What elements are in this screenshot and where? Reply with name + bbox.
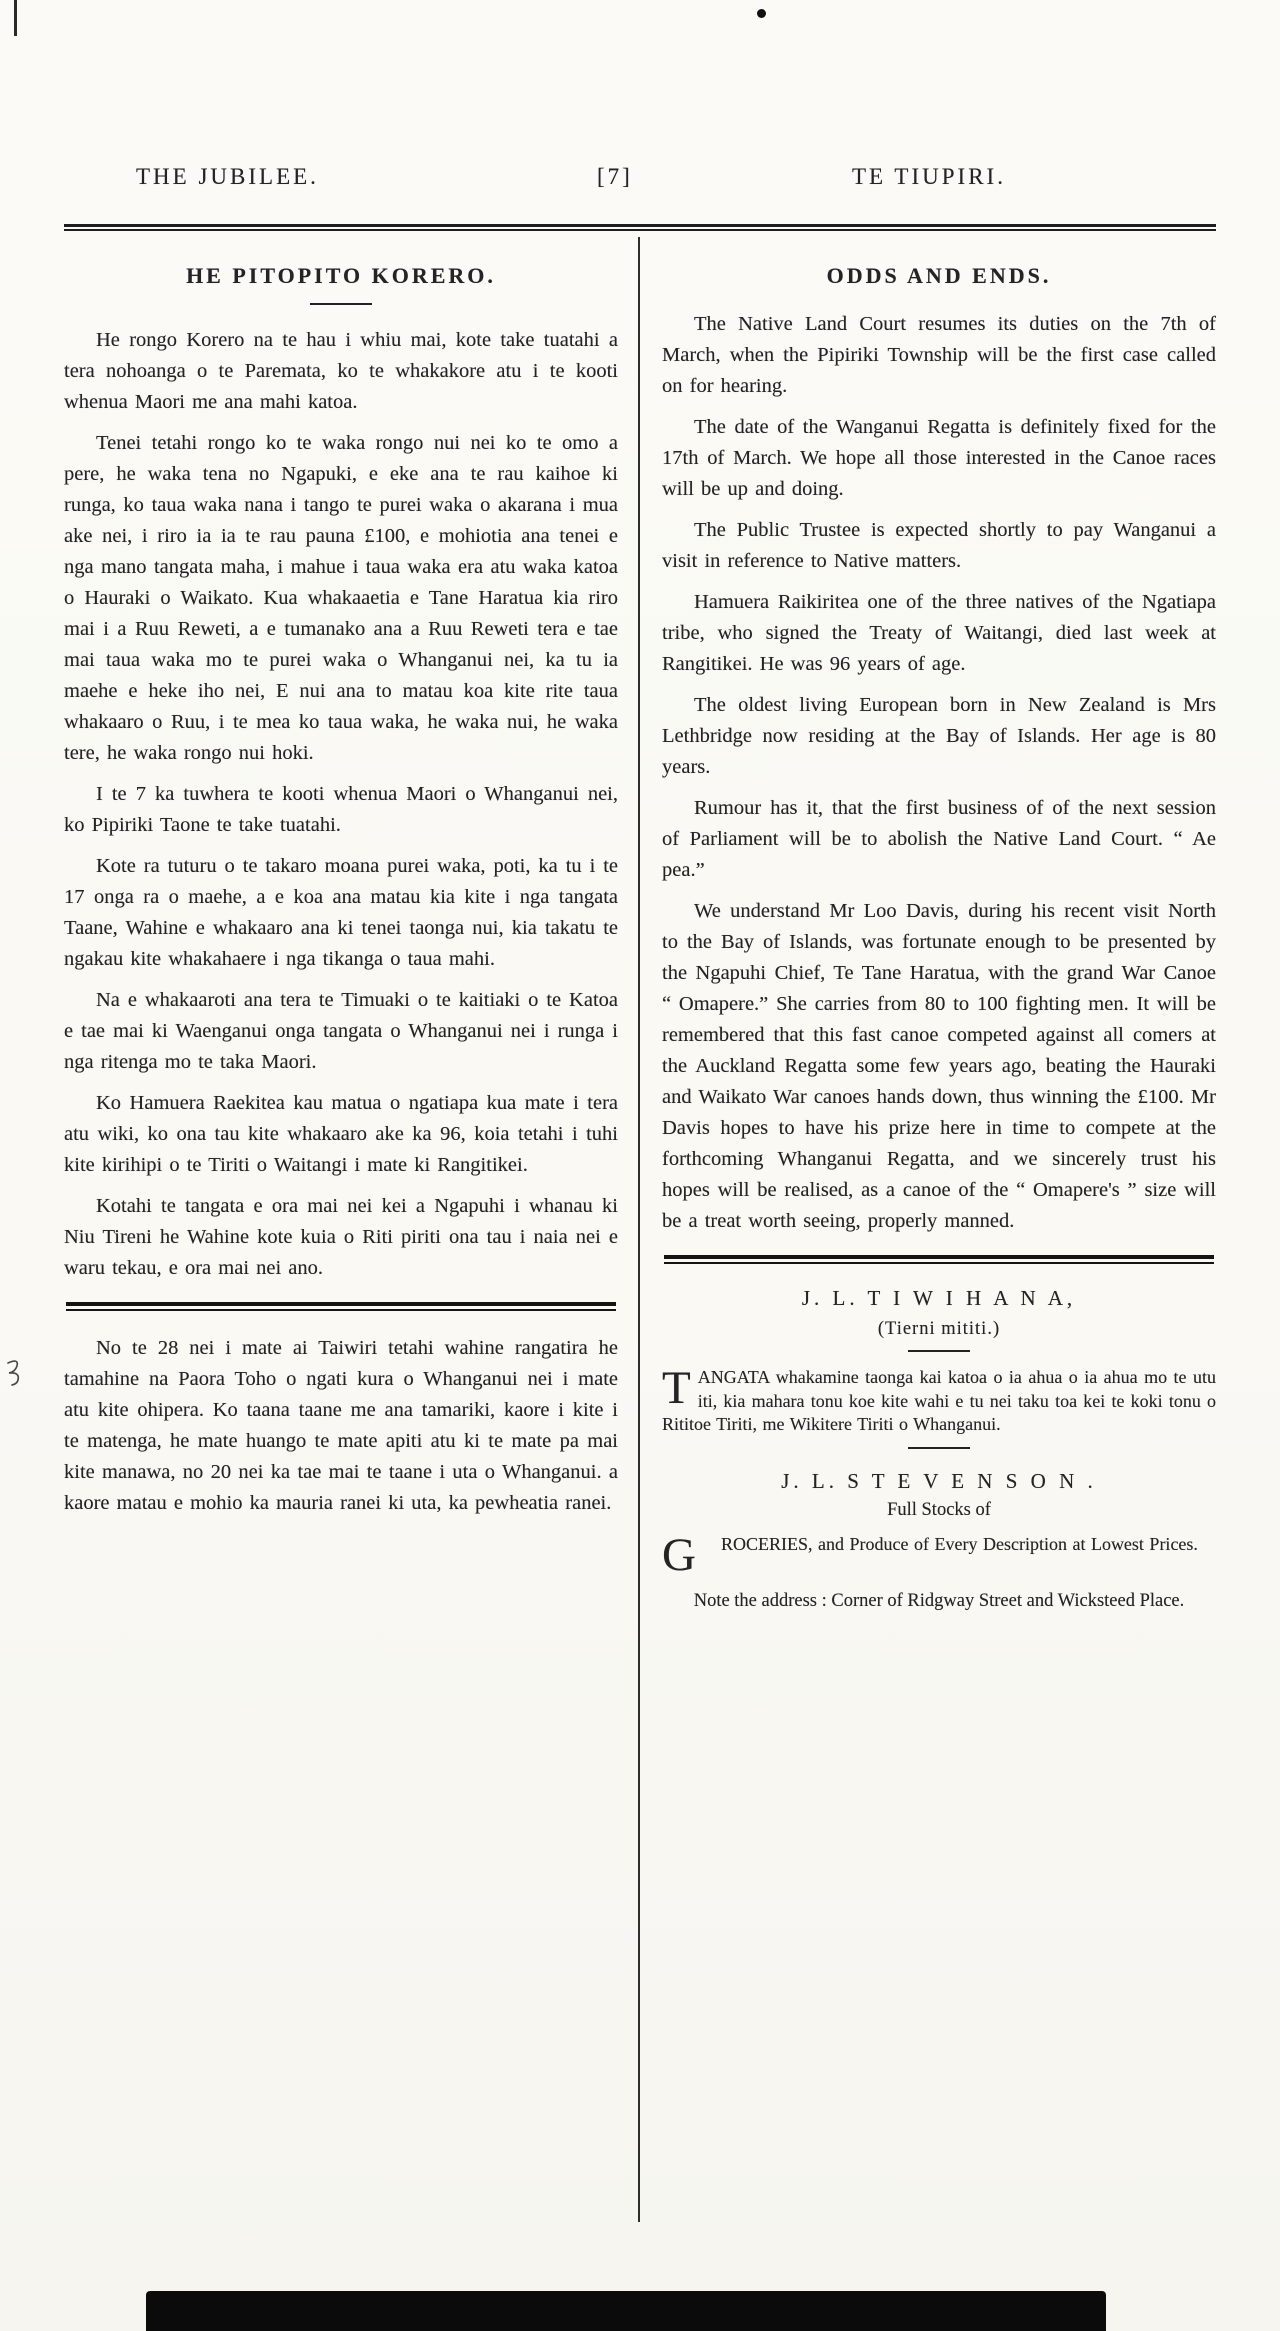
left-column [64,237,638,2222]
article-paragraph: I te 7 ka tuwhera te kooti whenua Maori o Whanganui nei, ko Pipiriki Taone te take tuatahi. [64,783,618,836]
ad-body-text: ANGATA whakamine taonga kai katoa o ia ahua o ia ahua mo te utu iti, kia mahara tonu koe kite wahi e tu nei taku toa kei te koki tonu o Rititoe Tiriti, me Wikitere Tiriti o Whanganui. [662,1367,1216,1434]
drop-cap: T [662,1362,691,1414]
article-paragraph: Rumour has it, that the first business of of the next session of Parliament will be to abolish the Native Land Court. “ Ae pea.” [662,797,1216,881]
ad-body-text: ROCERIES, and Produce of Every Description at Lowest Prices. [721,1533,1198,1554]
article-paragraph: Na e whakaaroti ana tera te Timuaki o te kaitiaki o te Katoa e tae mai ki Waenganui onga tangata o Whanganui nei i runga i nga ritenga mo te taka Maori. [64,989,618,1073]
ad-address-note: Note the address : Corner of Ridgway Street and Wicksteed Place. [693,1590,1185,1611]
page-header [0,164,1280,198]
article-paragraph: Tenei tetahi rongo ko te waka rongo nui nei ko te omo a pere, he waka tena no Ngapuki, e eke ana te rau kaihoe ki runga, ko taua waka nana i tango te purei waka o akarana i mua ake nei, i riro ia ia te rau pauna £100, e mohiotia ana tenei e nga mano tangata maha, i mahue i taua waka era atu waka katoa o Hauraki o Waikato. Kua whakaaetia e Tane Haratua kia riro mai i a Ruu Reweti, a e tumanako ana a Ruu Reweti tera e tae mai taua waka mo te purei waka o Whanganui nei, ka tu ia maehe e heke iho nei, E nui ana to matau koa kite rite taua whakaaro o Ruu, i te mea ko taua waka, he waka nui, he waka tere, he waka rongo nui hoki. [64,432,618,764]
article-paragraph: Kote ra tuturu o te takaro moana purei waka, poti, ka tu i te 17 onga ra o maehe, a e koa ana matau kia kite i nga tangata Taane, Wahine e whakaaro ana ki tenei taonga nui, kia takatu te ngakau kite whakahaere i nga tikanga o taua mahi. [64,855,618,970]
ad-rule [908,1350,970,1352]
right-column [640,237,1216,2222]
ink-dot [757,9,766,18]
masthead-rule [64,224,1216,231]
advertisement-tiwihana [662,1286,1216,1437]
section-divider [66,1302,616,1311]
paper-title-english: THE JUBILEE. [136,164,319,189]
columns-container [64,237,1216,2222]
heading-rule [310,303,372,305]
ads-separator-rule [908,1447,970,1449]
advertisement-stevenson [662,1469,1216,1614]
left-column-heading: HE PITOPITO KORERO. [186,263,496,288]
article-paragraph: The Public Trustee is expected shortly to pay Wanganui a visit in reference to Native matters. [662,519,1216,572]
page-number: [7] [597,164,633,189]
ad-body [662,1362,1216,1437]
article-paragraph: Kotahi te tangata e ora mai nei kei a Ngapuhi i whanau ki Niu Tireni he Wahine kote kuia o Riti piriti ona tau i naia nei e waru tekau, e ora mai nei ano. [64,1195,618,1279]
article-paragraph: The oldest living European born in New Zealand is Mrs Lethbridge now residing at the Bay of Islands. Her age is 80 years. [662,694,1216,778]
scan-edge-tick [14,0,17,36]
paper-title-maori: TE TIUPIRI. [852,164,1006,189]
ad-body [662,1528,1216,1581]
article-paragraph: No te 28 nei i mate ai Taiwiri tetahi wahine rangatira he tamahine na Paora Toho o ngati kura o Whanganui nei i mate atu kite ohipera. Ko taana taane me ana tamariki, kaore i kite i te matenga, he mate huango te mate apiti atu ki te mate pa mai kite manawa, no 20 nei ka tae mai te taane i uta o Whanganui. a kaore matau e mohio ka mauria ranei ki uta, ka pewheatia ranei. [64,1337,618,1514]
right-column-heading: ODDS AND ENDS. [826,263,1052,288]
article-paragraph: Hamuera Raikiritea one of the three natives of the Ngatiapa tribe, who signed the Treaty of Waitangi, died last week at Rangitikei. He was 96 years of age. [662,591,1216,675]
pen-squiggle-icon [4,1358,24,1388]
handwritten-margin-mark [4,1358,24,1393]
ad-subtitle: (Tierni mititi.) [877,1319,1001,1339]
article-paragraph: He rongo Korero na te hau i whiu mai, kote take tuatahi a tera nohoanga o te Paremata, ko te whakakore atu i te kooti whenua Maori me ana mahi katoa. [64,329,618,413]
ads-divider [664,1255,1214,1264]
article-paragraph: The Native Land Court resumes its duties on the 7th of March, when the Pipiriki Township will be the first case called on for hearing. [662,313,1216,397]
article-paragraph: The date of the Wanganui Regatta is definitely fixed for the 17th of March. We hope all those interested in the Canoe races will be up and doing. [662,416,1216,500]
article-paragraph: We understand Mr Loo Davis, during his recent visit North to the Bay of Islands, was fortunate enough to be presented by the Ngapuhi Chief, Te Tane Haratua, with the grand War Canoe “ Omapere.” She carries from 80 to 100 fighting men. It will be remembered that this fast canoe competed against all comers at the Auckland Regatta some few years ago, beating the Hauraki and Waikato War canoes hands down, thus winning the £100. Mr Davis hopes to have his prize here in time to compete at the forthcoming Whanganui Regatta, and we sincerely trust his hopes will be realised, as a canoe of the “ Omapere's ” size will be a treat worth seeing, properly manned. [662,900,1216,1232]
ad-name: J. L. S T E V E N S O N . [781,1468,1097,1493]
scan-edge-bar [146,2291,1106,2331]
ad-tagline: Full Stocks of [887,1499,991,1520]
ad-name: J. L. T I W I H A N A, [801,1286,1077,1310]
drop-cap: G [662,1528,696,1581]
article-paragraph: Ko Hamuera Raekitea kau matua o ngatiapa kua mate i tera atu wiki, ko ona tau kite whakaaro ake ka 96, koia tetahi i tuhi kite kirihipi o te Tiriti o Waitangi i mate ki Rangitikei. [64,1092,618,1176]
